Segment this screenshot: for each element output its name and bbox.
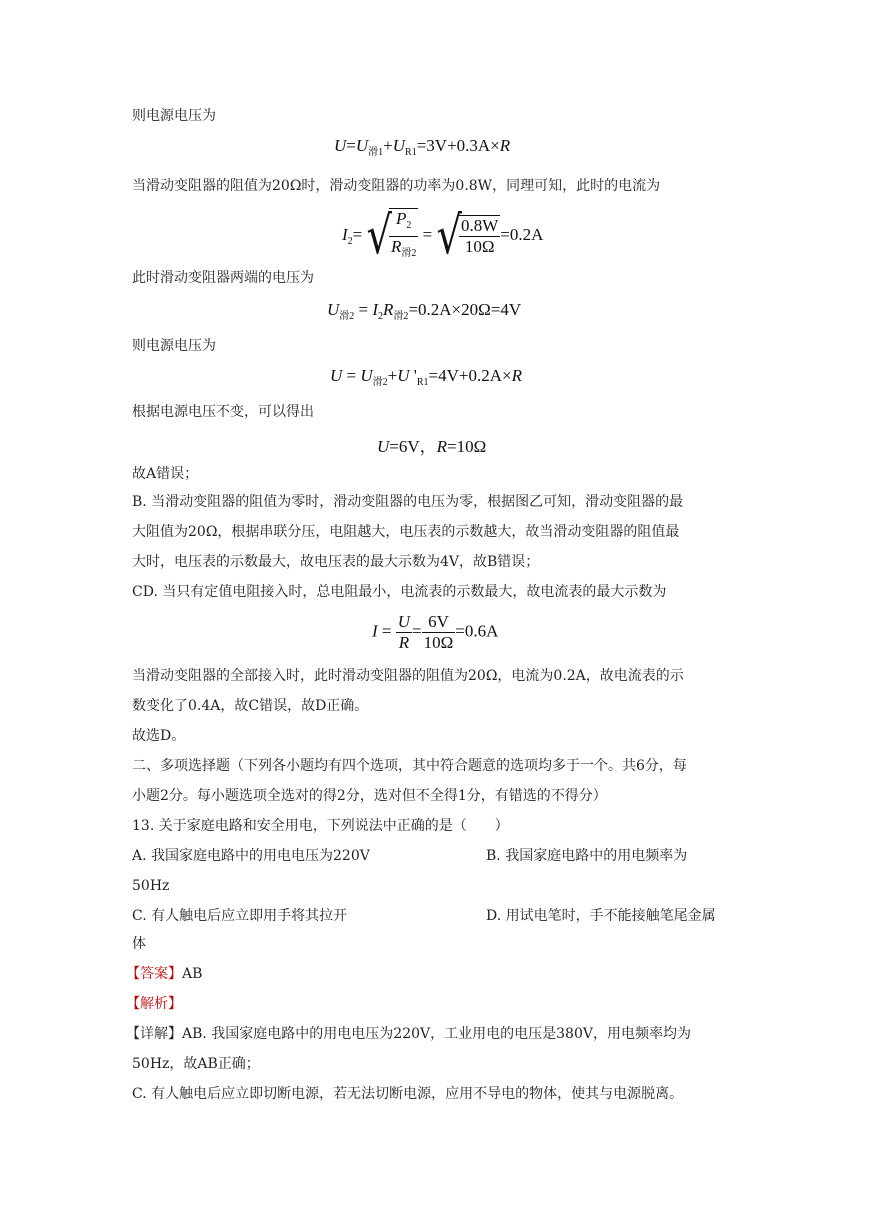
line-12: 数变化了0.4A，故C错误，故D正确。: [132, 698, 369, 714]
equation-source-voltage-1: $U=U_{滑1}+U_{R1}=3V+0.3A\times R$: [334, 136, 511, 158]
option-b-cont: 50Hz: [132, 878, 170, 894]
line-15: 小题2分。每小题选项全选对的得2分，选对但不全得1分，有错选的不得分）: [132, 788, 607, 804]
line-7: B. 当滑动变阻器的阻值为零时，滑动变阻器的电压为零，根据图乙可知，滑动变阻器的最: [132, 494, 684, 510]
option-b: B. 我国家庭电路中的用电频率为: [486, 848, 688, 864]
answer-tag: 【答案】: [126, 966, 182, 982]
detail-1: 【详解】AB. 我国家庭电路中的用电电压为220V，工业用电的电压是380V，用电频率均为: [126, 1026, 691, 1042]
line-2: 当滑动变阻器的阻值为20Ω时，滑动变阻器的功率为0.8W，同理可知，此时的电流为: [132, 178, 661, 194]
line-4: 则电源电压为: [132, 338, 216, 354]
line-11: 当滑动变阻器的全部接入时，此时滑动变阻器的阻值为20Ω，电流为0.2A，故电流表的示: [132, 668, 684, 684]
equation-source-voltage-2: $U = U_{滑2}+U$ '$_{R1}=4V+0.2A\times R$: [330, 366, 522, 388]
equation-max-current: I = $\frac{U}{R}$ = $\frac{6V}{10\Omega}$ =0.6A: [372, 612, 499, 652]
line-3: 此时滑动变阻器两端的电压为: [132, 270, 314, 286]
detail-3: C. 有人触电后应立即切断电源，若无法切断电源，应用不导电的物体，使其与电源脱离。: [132, 1086, 684, 1102]
line-5: 根据电源电压不变，可以得出: [132, 404, 314, 420]
equation-slider-voltage: $U_{滑2} = I_2R_{滑2}=0.2A\times 20\Omega=4V$: [327, 300, 522, 322]
equation-current-2: $I_2=$ √ $\frac{P_2}{R_{滑2}}$ = √ $\frac{0.8W}{10\Omega}$ =0.2A: [342, 206, 544, 266]
detail-2: 50Hz，故AB正确；: [132, 1056, 260, 1072]
line-13: 故选D。: [132, 728, 186, 744]
line-1: 则电源电压为: [132, 108, 216, 124]
equation-result: U=6V，R=10Ω: [377, 437, 487, 456]
analysis-tag: 【解析】: [126, 996, 182, 1012]
line-10: CD. 当只有定值电阻接入时，总电阻最小，电流表的示数最大，故电流表的最大示数为: [132, 584, 667, 600]
answer-value: AB: [182, 966, 203, 982]
line-8: 大阻值为20Ω，根据串联分压，电阻越大，电压表的示数越大，故当滑动变阻器的阻值最: [132, 524, 680, 540]
option-d: D. 用试电笔时，手不能接触笔尾金属: [486, 908, 716, 924]
answer: [126, 964, 202, 984]
option-c: C. 有人触电后应立即用手将其拉开: [132, 908, 348, 924]
line-9: 大时，电压表的示数最大，故电压表的最大示数为4V，故B错误；: [132, 554, 540, 570]
line-6: 故A错误；: [132, 466, 199, 482]
option-a: A. 我国家庭电路中的用电电压为220V: [132, 848, 370, 864]
line-14: 二、多项选择题（下列各小题均有四个选项，其中符合题意的选项均多于一个。共6分，每: [132, 758, 687, 774]
option-d-cont: 体: [132, 936, 146, 952]
question-13: 13. 关于家庭电路和安全用电，下列说法中正确的是（ ）: [132, 818, 509, 834]
